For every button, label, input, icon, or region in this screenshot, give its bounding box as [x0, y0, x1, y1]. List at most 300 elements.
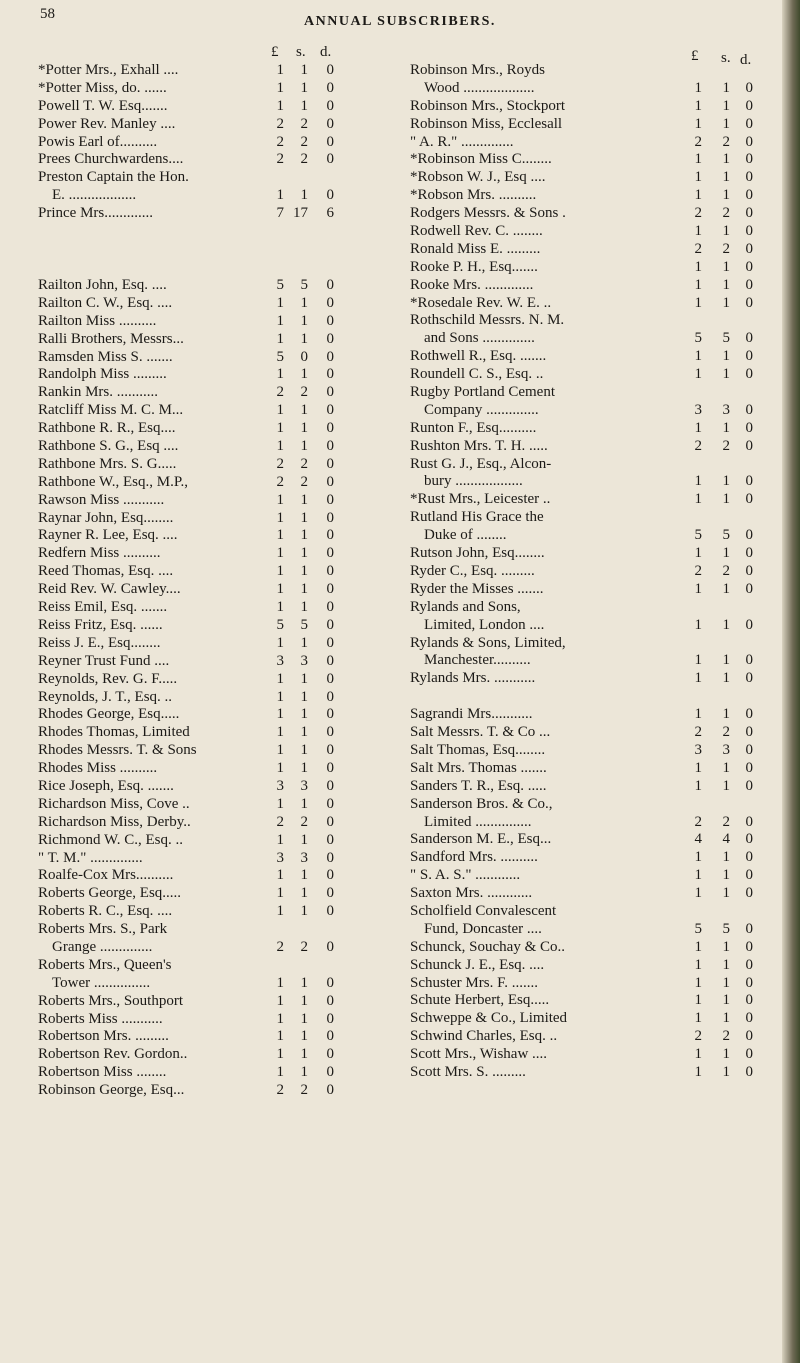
pounds-value: 1	[276, 294, 284, 311]
pounds-value: 1	[694, 777, 702, 794]
shillings-value: 1	[300, 634, 308, 651]
subscriber-name: bury ..................	[424, 473, 523, 490]
pence-value: 0	[326, 312, 334, 329]
subscriber-entry	[38, 1011, 368, 1029]
subscriber-name: Rutland His Grace the	[410, 509, 544, 526]
shillings-value: 1	[722, 956, 730, 973]
subscriber-name: Reiss Emil, Esq. .......	[38, 599, 168, 616]
subscriber-name: Preston Captain the Hon.	[38, 169, 189, 186]
pence-value: 0	[326, 277, 334, 294]
subscriber-entry	[38, 366, 368, 384]
pounds-value: 1	[276, 974, 284, 991]
pounds-value: 1	[276, 742, 284, 759]
subscriber-entry	[410, 1046, 785, 1064]
pounds-value: 1	[276, 420, 284, 437]
pounds-value: 1	[694, 473, 702, 490]
pence-value: 0	[745, 240, 753, 257]
pounds-value: 1	[694, 1046, 702, 1063]
pence-value: 0	[326, 688, 334, 705]
pence-value: 0	[326, 402, 334, 419]
pounds-value: 1	[694, 169, 702, 186]
shillings-value: 2	[722, 133, 730, 150]
pounds-value: 2	[276, 115, 284, 132]
shillings-value: 1	[722, 706, 730, 723]
pounds-value: 1	[276, 1064, 284, 1081]
shillings-value: 1	[300, 795, 308, 812]
subscriber-name: Robinson Mrs., Stockport	[410, 97, 566, 114]
subscriber-entry	[410, 599, 785, 617]
subscriber-name: Ryder C., Esq. .........	[410, 562, 535, 579]
subscriber-entry	[38, 456, 368, 474]
pence-value: 0	[745, 330, 753, 347]
subscriber-name: Rawson Miss ...........	[38, 491, 165, 508]
pounds-value: 1	[694, 974, 702, 991]
subscriber-name: Redfern Miss ..........	[38, 545, 161, 562]
subscriber-name: Sanderson Bros. & Co.,	[410, 795, 553, 812]
pence-value: 0	[326, 62, 334, 78]
subscriber-entry	[38, 492, 368, 510]
pence-value: 0	[745, 741, 753, 758]
shillings-value: 1	[722, 151, 730, 168]
subscriber-name: Saxton Mrs. ............	[410, 885, 533, 902]
subscriber-name: Rutson John, Esq........	[410, 545, 545, 562]
subscriber-entry	[410, 473, 785, 491]
pence-value: 0	[326, 885, 334, 902]
pounds-value: 1	[276, 634, 284, 651]
subscriber-entry	[38, 187, 368, 205]
shillings-value: 1	[300, 670, 308, 687]
pounds-value: 1	[694, 580, 702, 597]
shillings-value: 1	[722, 849, 730, 866]
pence-value: 0	[745, 169, 753, 186]
subscriber-entry	[410, 223, 785, 241]
subscriber-name: Roalfe-Cox Mrs..........	[38, 867, 174, 884]
subscriber-entry	[38, 563, 368, 581]
shillings-value: 1	[300, 79, 308, 96]
subscriber-entry	[38, 689, 368, 707]
pounds-value: 7	[276, 205, 284, 222]
section-gap	[410, 688, 785, 706]
pence-value: 0	[745, 151, 753, 168]
subscriber-name: Roundell C. S., Esq. ..	[410, 366, 544, 383]
page-number: 58	[40, 6, 55, 22]
pence-value: 0	[326, 438, 334, 455]
subscriber-entry	[38, 1046, 368, 1064]
shillings-value: 1	[300, 706, 308, 723]
pounds-value: 1	[694, 276, 702, 293]
pence-value: 0	[326, 992, 334, 1009]
subscriber-entry	[38, 832, 368, 850]
subscriber-entry	[38, 724, 368, 742]
pence-value: 0	[326, 599, 334, 616]
pounds-value: 2	[694, 1028, 702, 1045]
shillings-value: 1	[300, 760, 308, 777]
pence-value: 0	[745, 1046, 753, 1063]
subscriber-name: *Rust Mrs., Leicester ..	[410, 491, 551, 508]
shillings-value: 1	[300, 97, 308, 114]
subscriber-entry	[38, 438, 368, 456]
subscriber-entry	[410, 635, 785, 653]
subscriber-entry	[410, 1010, 785, 1028]
subscriber-entry	[38, 349, 368, 367]
pounds-value: 1	[694, 938, 702, 955]
pounds-value: 1	[694, 867, 702, 884]
subscriber-entry	[410, 652, 785, 670]
shillings-value: 2	[722, 1028, 730, 1045]
subscriber-entry	[410, 116, 785, 134]
pence-value: 0	[745, 867, 753, 884]
pence-value: 0	[745, 97, 753, 114]
subscriber-entry	[38, 169, 368, 187]
subscriber-entry	[410, 402, 785, 420]
pence-value: 0	[745, 1063, 753, 1080]
subscriber-name: Robinson Mrs., Royds	[410, 62, 546, 78]
shillings-value: 1	[300, 831, 308, 848]
pounds-value: 1	[694, 992, 702, 1009]
pounds-value: 3	[276, 777, 284, 794]
subscriber-name: Rathbone W., Esq., M.P.,	[38, 473, 189, 490]
pence-value: 0	[745, 992, 753, 1009]
subscriber-name: Rothwell R., Esq. .......	[410, 348, 547, 365]
shillings-value: 1	[300, 1010, 308, 1027]
subscriber-name: Roberts R. C., Esq. ....	[38, 903, 173, 920]
pence-value: 0	[326, 706, 334, 723]
pence-value: 0	[326, 473, 334, 490]
pounds-value: 2	[276, 1082, 284, 1099]
shillings-value: 3	[300, 652, 308, 669]
subscriber-name: Rathbone Mrs. S. G.....	[38, 455, 177, 472]
pounds-value: 1	[694, 885, 702, 902]
subscriber-entry	[38, 402, 368, 420]
pounds-value: 2	[276, 455, 284, 472]
pence-value: 0	[326, 545, 334, 562]
pence-value: 0	[326, 831, 334, 848]
shillings-value: 1	[722, 115, 730, 132]
pounds-value: 2	[694, 205, 702, 222]
pounds-value: 1	[694, 1010, 702, 1027]
pounds-value: 1	[276, 1046, 284, 1063]
pence-value: 0	[326, 849, 334, 866]
shillings-value: 2	[300, 115, 308, 132]
subscriber-name: Ryder the Misses .......	[410, 580, 544, 597]
shillings-value: 1	[722, 366, 730, 383]
pence-value: 0	[326, 652, 334, 669]
pence-value: 0	[326, 1082, 334, 1099]
pounds-value: 1	[276, 563, 284, 580]
pence-value: 0	[326, 974, 334, 991]
subscriber-name: Rooke Mrs. .............	[410, 276, 534, 293]
subscriber-entry	[38, 796, 368, 814]
subscriber-entry	[410, 885, 785, 903]
subscriber-name: Reynolds, J. T., Esq. ..	[38, 688, 173, 705]
shillings-value: 3	[722, 401, 730, 418]
pence-value: 0	[326, 151, 334, 168]
shillings-header: s.	[721, 50, 731, 66]
pounds-value: 2	[276, 813, 284, 830]
pence-value: 0	[745, 724, 753, 741]
pence-value: 0	[745, 974, 753, 991]
pounds-value: 2	[694, 813, 702, 830]
shillings-value: 1	[722, 1046, 730, 1063]
shillings-value: 1	[722, 276, 730, 293]
subscriber-name: Robertson Mrs. .........	[38, 1028, 169, 1045]
pounds-value: 1	[276, 903, 284, 920]
pence-value: 0	[326, 724, 334, 741]
subscriber-name: Salt Messrs. T. & Co ...	[410, 724, 551, 741]
shillings-value: 1	[722, 938, 730, 955]
shillings-value: 1	[300, 563, 308, 580]
subscriber-entry	[410, 796, 785, 814]
pence-value: 6	[326, 205, 334, 222]
pounds-value: 2	[276, 133, 284, 150]
shillings-value: 1	[722, 974, 730, 991]
pounds-value: 1	[694, 366, 702, 383]
subscriber-entry	[38, 778, 368, 796]
subscriber-entry	[410, 80, 785, 98]
subscriber-name: Roberts Mrs., Southport	[38, 992, 184, 1009]
pounds-value: 1	[276, 438, 284, 455]
subscriber-name: Sagrandi Mrs...........	[410, 706, 533, 723]
shillings-value: 1	[722, 580, 730, 597]
subscriber-name: Schunck J. E., Esq. ....	[410, 956, 545, 973]
pounds-value: 1	[276, 1028, 284, 1045]
subscriber-name: " A. R." ..............	[410, 133, 514, 150]
shillings-value: 1	[722, 545, 730, 562]
shillings-value: 1	[300, 491, 308, 508]
pence-value: 0	[326, 97, 334, 114]
subscriber-entry	[38, 384, 368, 402]
subscriber-name: Rothschild Messrs. N. M.	[410, 312, 565, 329]
shillings-value: 2	[722, 240, 730, 257]
subscriber-entry	[38, 1082, 368, 1100]
subscriber-entry	[410, 617, 785, 635]
pence-value: 0	[745, 527, 753, 544]
subscriber-name: Reyner Trust Fund ....	[38, 652, 170, 669]
pence-value: 0	[326, 115, 334, 132]
pounds-value: 1	[694, 79, 702, 96]
subscriber-name: Rhodes Messrs. T. & Sons	[38, 742, 197, 759]
subscriber-entry	[410, 169, 785, 187]
shillings-value: 5	[722, 330, 730, 347]
pence-value: 0	[326, 563, 334, 580]
shillings-value: 1	[722, 616, 730, 633]
subscriber-name: Roberts Mrs., Queen's	[38, 956, 172, 973]
shillings-value: 1	[722, 223, 730, 240]
pounds-value: 1	[694, 419, 702, 436]
subscriber-name: Scott Mrs., Wishaw ....	[410, 1046, 548, 1063]
pounds-value: 5	[694, 920, 702, 937]
subscriber-entry	[410, 295, 785, 313]
subscriber-entry	[410, 366, 785, 384]
pounds-value: 1	[694, 223, 702, 240]
subscriber-name: " S. A. S." ............	[410, 867, 521, 884]
pence-value: 0	[745, 956, 753, 973]
pence-value: 0	[745, 258, 753, 275]
shillings-value: 1	[722, 294, 730, 311]
shillings-value: 4	[722, 831, 730, 848]
pence-value: 0	[745, 473, 753, 490]
pounds-value: 2	[694, 133, 702, 150]
pounds-value: 2	[276, 151, 284, 168]
pence-value: 0	[326, 938, 334, 955]
subscriber-name: Manchester..........	[424, 652, 531, 669]
pounds-value: 1	[276, 581, 284, 598]
running-head: ANNUAL SUBSCRIBERS.	[304, 14, 496, 29]
shillings-value: 1	[722, 258, 730, 275]
subscriber-name: Rhodes Miss ..........	[38, 760, 158, 777]
section-gap	[38, 223, 368, 241]
shillings-value: 1	[722, 759, 730, 776]
shillings-value: 1	[300, 724, 308, 741]
subscriber-entry	[410, 205, 785, 223]
pounds-value: 1	[276, 330, 284, 347]
subscriber-name: *Robson Mrs. ..........	[410, 187, 537, 204]
pounds-value: 1	[276, 992, 284, 1009]
subscriber-name: Reiss J. E., Esq........	[38, 634, 161, 651]
subscriber-entry	[410, 921, 785, 939]
subscriber-name: Rathbone S. G., Esq ....	[38, 438, 179, 455]
subscriber-entry	[38, 885, 368, 903]
subscriber-entry	[38, 80, 368, 98]
pounds-value: 2	[694, 240, 702, 257]
subscriber-name: Salt Thomas, Esq........	[410, 741, 546, 758]
subscriber-name: Ronald Miss E. .........	[410, 240, 541, 257]
shillings-value: 1	[300, 312, 308, 329]
shillings-value: 2	[722, 205, 730, 222]
shillings-value: 1	[722, 79, 730, 96]
pounds-value: 4	[694, 831, 702, 848]
subscriber-entry	[410, 742, 785, 760]
subscriber-entry	[38, 313, 368, 331]
subscriber-entry	[410, 187, 785, 205]
subscriber-name: Sandford Mrs. ..........	[410, 849, 538, 866]
subscriber-entry	[410, 330, 785, 348]
pounds-header: £	[271, 44, 279, 60]
shillings-value: 1	[300, 688, 308, 705]
shillings-value: 5	[722, 527, 730, 544]
shillings-value: 2	[300, 813, 308, 830]
section-gap	[38, 241, 368, 259]
pounds-value: 1	[694, 956, 702, 973]
subscriber-name: E. ..................	[52, 187, 137, 204]
shillings-value: 1	[300, 420, 308, 437]
pounds-value: 1	[694, 491, 702, 508]
pence-value: 0	[745, 419, 753, 436]
pounds-value: 1	[694, 294, 702, 311]
shillings-value: 2	[300, 133, 308, 150]
subscriber-entry	[410, 992, 785, 1010]
subscriber-entry	[410, 903, 785, 921]
pence-value: 0	[326, 455, 334, 472]
pence-value: 0	[326, 187, 334, 204]
subscriber-name: Prees Churchwardens....	[38, 151, 184, 168]
pence-value: 0	[326, 509, 334, 526]
shillings-value: 2	[722, 562, 730, 579]
shillings-value: 2	[300, 151, 308, 168]
shillings-value: 5	[722, 920, 730, 937]
subscriber-entry	[38, 760, 368, 778]
pounds-value: 2	[694, 562, 702, 579]
shillings-value: 1	[300, 867, 308, 884]
subscriber-entry	[38, 527, 368, 545]
pounds-value: 1	[276, 670, 284, 687]
subscriber-list	[410, 62, 785, 1082]
subscriber-name: Roberts George, Esq.....	[38, 885, 182, 902]
subscriber-entry	[410, 1028, 785, 1046]
subscriber-name: Company ..............	[424, 401, 539, 418]
pence-value: 0	[326, 366, 334, 383]
pounds-value: 1	[276, 688, 284, 705]
subscriber-entry	[38, 742, 368, 760]
subscriber-entry	[38, 151, 368, 169]
subscriber-entry	[410, 957, 785, 975]
shillings-value: 1	[300, 366, 308, 383]
pence-value: 0	[745, 366, 753, 383]
section-gap	[38, 259, 368, 277]
pounds-value: 1	[276, 599, 284, 616]
pence-value: 0	[326, 813, 334, 830]
subscriber-entry	[38, 474, 368, 492]
subscriber-entry	[38, 706, 368, 724]
shillings-value: 1	[722, 491, 730, 508]
shillings-value: 1	[722, 1063, 730, 1080]
pence-value: 0	[745, 849, 753, 866]
subscriber-name: Salt Mrs. Thomas .......	[410, 759, 547, 776]
subscriber-name: Schute Herbert, Esq.....	[410, 992, 550, 1009]
pounds-value: 1	[276, 509, 284, 526]
shillings-value: 1	[722, 97, 730, 114]
pence-value: 0	[745, 1010, 753, 1027]
pounds-value: 1	[276, 187, 284, 204]
subscriber-entry	[38, 277, 368, 295]
pence-value: 0	[745, 133, 753, 150]
pence-value: 0	[745, 813, 753, 830]
subscriber-name: Robinson George, Esq...	[38, 1082, 185, 1099]
subscriber-name: Raynar John, Esq........	[38, 509, 174, 526]
right-column	[410, 40, 785, 1082]
subscriber-entry	[38, 617, 368, 635]
subscriber-entry	[410, 312, 785, 330]
pounds-value: 1	[276, 491, 284, 508]
subscriber-name: Ramsden Miss S. .......	[38, 348, 173, 365]
pence-value: 0	[326, 1010, 334, 1027]
pounds-value: 5	[276, 277, 284, 294]
subscriber-name: Rathbone R. R., Esq....	[38, 420, 176, 437]
shillings-value: 5	[300, 616, 308, 633]
shillings-value: 1	[722, 670, 730, 687]
subscriber-name: Powell T. W. Esq.......	[38, 97, 168, 114]
pounds-value: 1	[276, 1010, 284, 1027]
subscriber-name: Reid Rev. W. Cawley....	[38, 581, 181, 598]
subscriber-name: Robertson Miss ........	[38, 1064, 167, 1081]
subscriber-entry	[38, 653, 368, 671]
subscriber-entry	[38, 295, 368, 313]
subscriber-name: Reynolds, Rev. G. F.....	[38, 670, 178, 687]
subscriber-name: *Robson W. J., Esq ....	[410, 169, 546, 186]
pounds-value: 1	[694, 670, 702, 687]
shillings-value: 1	[300, 527, 308, 544]
shillings-value: 0	[300, 348, 308, 365]
pounds-value: 5	[276, 616, 284, 633]
pounds-value: 1	[276, 724, 284, 741]
pounds-value: 1	[276, 79, 284, 96]
pence-value: 0	[326, 79, 334, 96]
subscriber-name: Limited, London ....	[424, 616, 545, 633]
pounds-value: 5	[694, 330, 702, 347]
subscriber-name: Robertson Rev. Gordon..	[38, 1046, 188, 1063]
subscriber-name: Prince Mrs.............	[38, 205, 153, 222]
subscriber-entry	[410, 527, 785, 545]
